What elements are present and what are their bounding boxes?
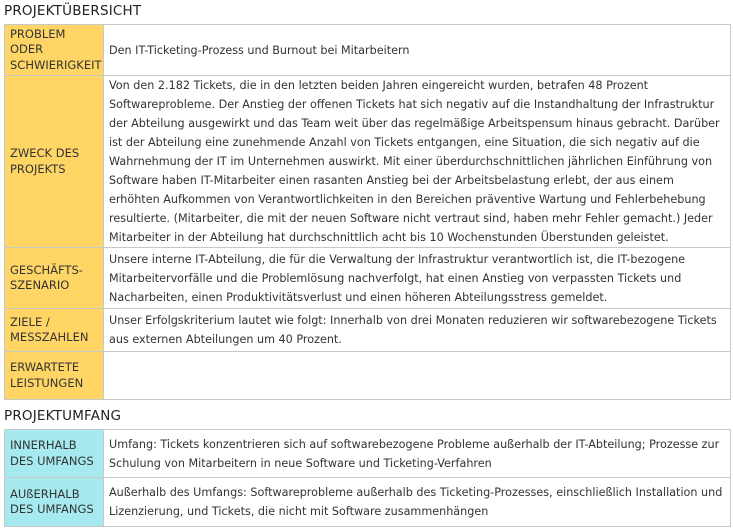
project-overview-table — [4, 24, 731, 400]
goals-value[interactable]: Unser Erfolgskriterium lautet wie folgt: Innerhalb von drei Monaten reduzieren wir softwarebezogene Tickets aus externen Abteilungen um 40 Prozent. — [104, 309, 731, 352]
table-row-goals — [5, 309, 731, 352]
out-of-scope-value[interactable]: Außerhalb des Umfangs: Softwareprobleme außerhalb des Ticketing-Prozesses, einschließlich Installation und Lizenzierung, und Tickets, die nicht mit Software zusammenhängen — [104, 478, 731, 527]
in-scope-value[interactable]: Umfang: Tickets konzentrieren sich auf softwarebezogene Probleme außerhalb der IT-Abteilung; Prozesse zur Schulung von Mitarbeitern in neue Software und Ticketing-Verfahren — [104, 430, 731, 478]
purpose-value[interactable]: Von den 2.182 Tickets, die in den letzten beiden Jahren eingereicht wurden, betrafen 48 Prozent Softwareprobleme. Der Anstieg der offenen Tickets hat sich negativ auf die Instandhaltung der Infrastruktur der Abteilung ausgewirkt und das Team weit über das regelmäßige Arbeitspensum hinaus gebracht. Darüber ist der Abteilung eine zunehmende Anzahl von Tickets entgangen, eine Situation, die sich negativ auf die Wahrnehmung der IT im Unternehmen auswirkt. Mit einer überdurchschnittlichen jährlichen Einführung von Software haben IT-Mitarbeiter einen rasanten Anstieg bei der Arbeitsbelastung erlebt, der aus einem erhöhten Aufkommen von Verantwortlichkeiten in den Bereichen präventive Wartung und Fehlerbehebung resultierte. (Mitarbeiter, die mit der neuen Software nicht vertraut sind, haben mehr Fehler gemacht.) Jeder Mitarbeiter in der Abteilung hat durchschnittlich acht bis 10 Wochenstunden Überstunden geleistet. — [104, 76, 731, 248]
overview-section-title: PROJEKTÜBERSICHT — [4, 3, 142, 19]
out-of-scope-label: AUßERHALB DES UMFANGS — [5, 478, 104, 527]
table-row-business-case — [5, 248, 731, 309]
table-row-purpose — [5, 76, 731, 248]
goals-label: ZIELE / MESSZAHLEN — [5, 309, 104, 352]
deliverables-value[interactable] — [104, 352, 731, 400]
table-row-out-of-scope — [5, 478, 731, 527]
in-scope-label: INNERHALB DES UMFANGS — [5, 430, 104, 478]
deliverables-label: ERWARTETE LEISTUNGEN — [5, 352, 104, 400]
problem-label: PROBLEM ODER SCHWIERIGKEIT — [5, 25, 104, 76]
project-scope-table — [4, 429, 731, 527]
business-case-value[interactable]: Unsere interne IT-Abteilung, die für die Verwaltung der Infrastruktur verantwortlich ist, die IT-bezogene Mitarbeitervorfälle und die Problemlösung nachverfolgt, hat einen Anstieg von verpassten Tickets und Nacharbeiten, einen Produktivitätsverlust und einen höheren Abteilungsstress gemeldet. — [104, 248, 731, 309]
business-case-label: GESCHÄFTS-SZENARIO — [5, 248, 104, 309]
table-row-problem — [5, 25, 731, 76]
table-row-deliverables — [5, 352, 731, 400]
purpose-label: ZWECK DES PROJEKTS — [5, 76, 104, 248]
table-row-in-scope — [5, 430, 731, 478]
scope-section-title: PROJEKTUMFANG — [4, 408, 122, 424]
problem-value[interactable]: Den IT-Ticketing-Prozess und Burnout bei Mitarbeitern — [104, 25, 731, 76]
